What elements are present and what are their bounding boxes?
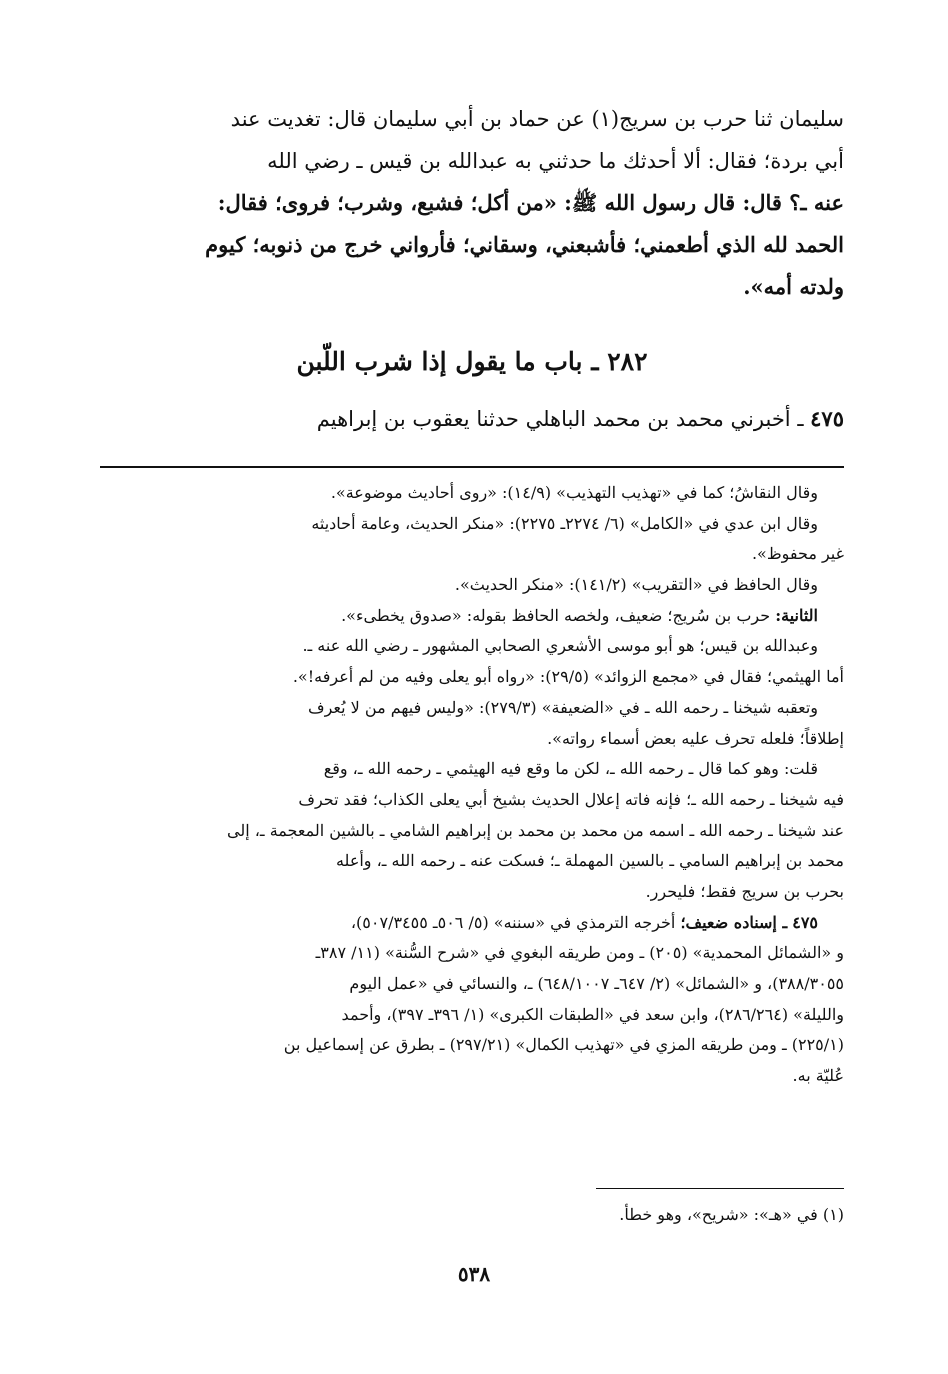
main-text-line: سليمان ثنا حرب بن سريج(١) عن حماد بن أبي سليمان قال: تغديت عند bbox=[230, 107, 844, 131]
note-line: إطلاقاً؛ فلعله تحرف عليه بعض أسماء رواته». bbox=[547, 728, 844, 748]
note-line: والليلة» (٢٨٦/٢٦٤)، وابن سعد في «الطبقات الكبرى» (١/ ٣٩٦ـ ٣٩٧)، وأحمد bbox=[341, 1004, 844, 1024]
note-line: ٣٨٨/٣٠٥٥)، و «الشمائل» (٢/ ٦٤٧ـ ٦٤٨/١٠٠٧) ـ، والنسائي في «عمل اليوم bbox=[349, 974, 844, 993]
note-text: حرب بن سُريج؛ bbox=[667, 605, 771, 625]
footnote-separator bbox=[100, 466, 844, 468]
commentary-notes bbox=[100, 478, 844, 1092]
note-text: ضعيف، ولخصه الحافظ بقوله: «صدوق يخطىء». bbox=[341, 605, 663, 625]
main-text-line: ولدته أمه». bbox=[743, 274, 844, 299]
isnad-number: ٤٧٥ bbox=[792, 912, 818, 932]
main-text-block bbox=[100, 98, 844, 308]
main-text-line: الحمد لله الذي أطعمني؛ فأشبعني، وسقاني؛ فأرواني خرج من ذنوبه؛ كيوم bbox=[205, 232, 844, 257]
main-text-line: أبي بردة؛ فقال: ألا أحدثك ما حدثني به عبدالله بن قيس ـ رضي الله bbox=[267, 149, 844, 173]
hadith-number: ٤٧٥ bbox=[810, 406, 844, 431]
note-line bbox=[100, 908, 844, 939]
note-line: قلت: وهو كما قال ـ رحمه الله ـ، لكن ما وقع فيه الهيثمي ـ رحمه الله ـ، وقع bbox=[323, 759, 818, 779]
footnote: (١) في «هـ»: «شريح»، وهو خطأ. bbox=[619, 1205, 844, 1224]
note-line: و «الشمائل المحمدية» (٢٠٥) ـ ومن طريقه البغوي في «شرح السُّنة» (١١/ ٣٨٧ـ bbox=[315, 943, 844, 963]
footnote-rule bbox=[596, 1188, 844, 1189]
note-line: أما الهيثمي؛ فقال في «مجمع الزوائد» (٢٩/٥): «رواه أبو يعلى وفيه من لم أعرفه!». bbox=[292, 667, 844, 687]
note-line: (٢٢٥/١) ـ ومن طريقه المزي في «تهذيب الكمال» (٢٩٧/٢١) ـ بطرق عن إسماعيل بن bbox=[283, 1035, 844, 1055]
hadith-text: ـ أخبرني محمد بن محمد الباهلي حدثنا يعقوب بن إبراهيم bbox=[316, 407, 804, 431]
note-line: فيه شيخنا ـ رحمه الله ـ؛ فإنه فاته إعلال الحديث بشيخ أبي يعلى الكذاب؛ فقد تحرف bbox=[298, 789, 844, 809]
note-line: محمد بن إبراهيم السامي ـ بالسين المهملة ـ؛ فسكت عنه ـ رحمه الله ـ، وأعله bbox=[335, 851, 844, 871]
note-line: عند شيخنا ـ رحمه الله ـ اسمه من محمد بن محمد بن إبراهيم الشامي ـ بالشين المعجمة ـ، إلى bbox=[227, 820, 844, 840]
note-bold-label: الثانية: bbox=[775, 605, 818, 625]
chapter-heading: ٢٨٢ ـ باب ما يقول إذا شرب اللّبن bbox=[296, 347, 648, 376]
page-number: ٥٣٨ bbox=[457, 1262, 491, 1286]
note-line: وقال ابن عدي في «الكامل» (٦/ ٢٢٧٤ـ ٢٢٧٥): «منكر الحديث، وعامة أحاديثه bbox=[311, 513, 818, 533]
note-line: وعبدالله بن قيس؛ هو أبو موسى الأشعري الصحابي المشهور ـ رضي الله عنه ـ. bbox=[302, 636, 818, 656]
note-line: وقال النقاشُ؛ كما في «تهذيب التهذيب» (١٤/٩): «روى أحاديث موضوعة». bbox=[330, 483, 818, 502]
isnad-label: ـ إسناده ضعيف؛ bbox=[680, 912, 788, 932]
note-line: وتعقبه شيخنا ـ رحمه الله ـ في «الضعيفة» (٢٧٩/٣): «وليس فيهم من لا يُعرف bbox=[308, 697, 818, 717]
note-line: بحرب بن سريج فقط؛ فليحرر. bbox=[645, 881, 844, 901]
main-text-line: عنه ـ؟ قال: قال رسول الله ﷺ: «من أكل؛ فشبع، وشرب؛ فروى؛ فقال: bbox=[217, 190, 844, 215]
hadith-line bbox=[100, 398, 844, 440]
note-line bbox=[100, 601, 844, 632]
note-line: غير محفوظ». bbox=[751, 544, 844, 564]
note-line: عُليّة به. bbox=[792, 1066, 844, 1086]
note-line: وقال الحافظ في «التقريب» (١٤١/٢): «منكر الحديث». bbox=[454, 575, 818, 595]
note-text: أخرجه الترمذي في «سننه» (٥/ ٥٠٦ـ ٥٠٧/٣٤٥٥)، bbox=[350, 912, 676, 932]
